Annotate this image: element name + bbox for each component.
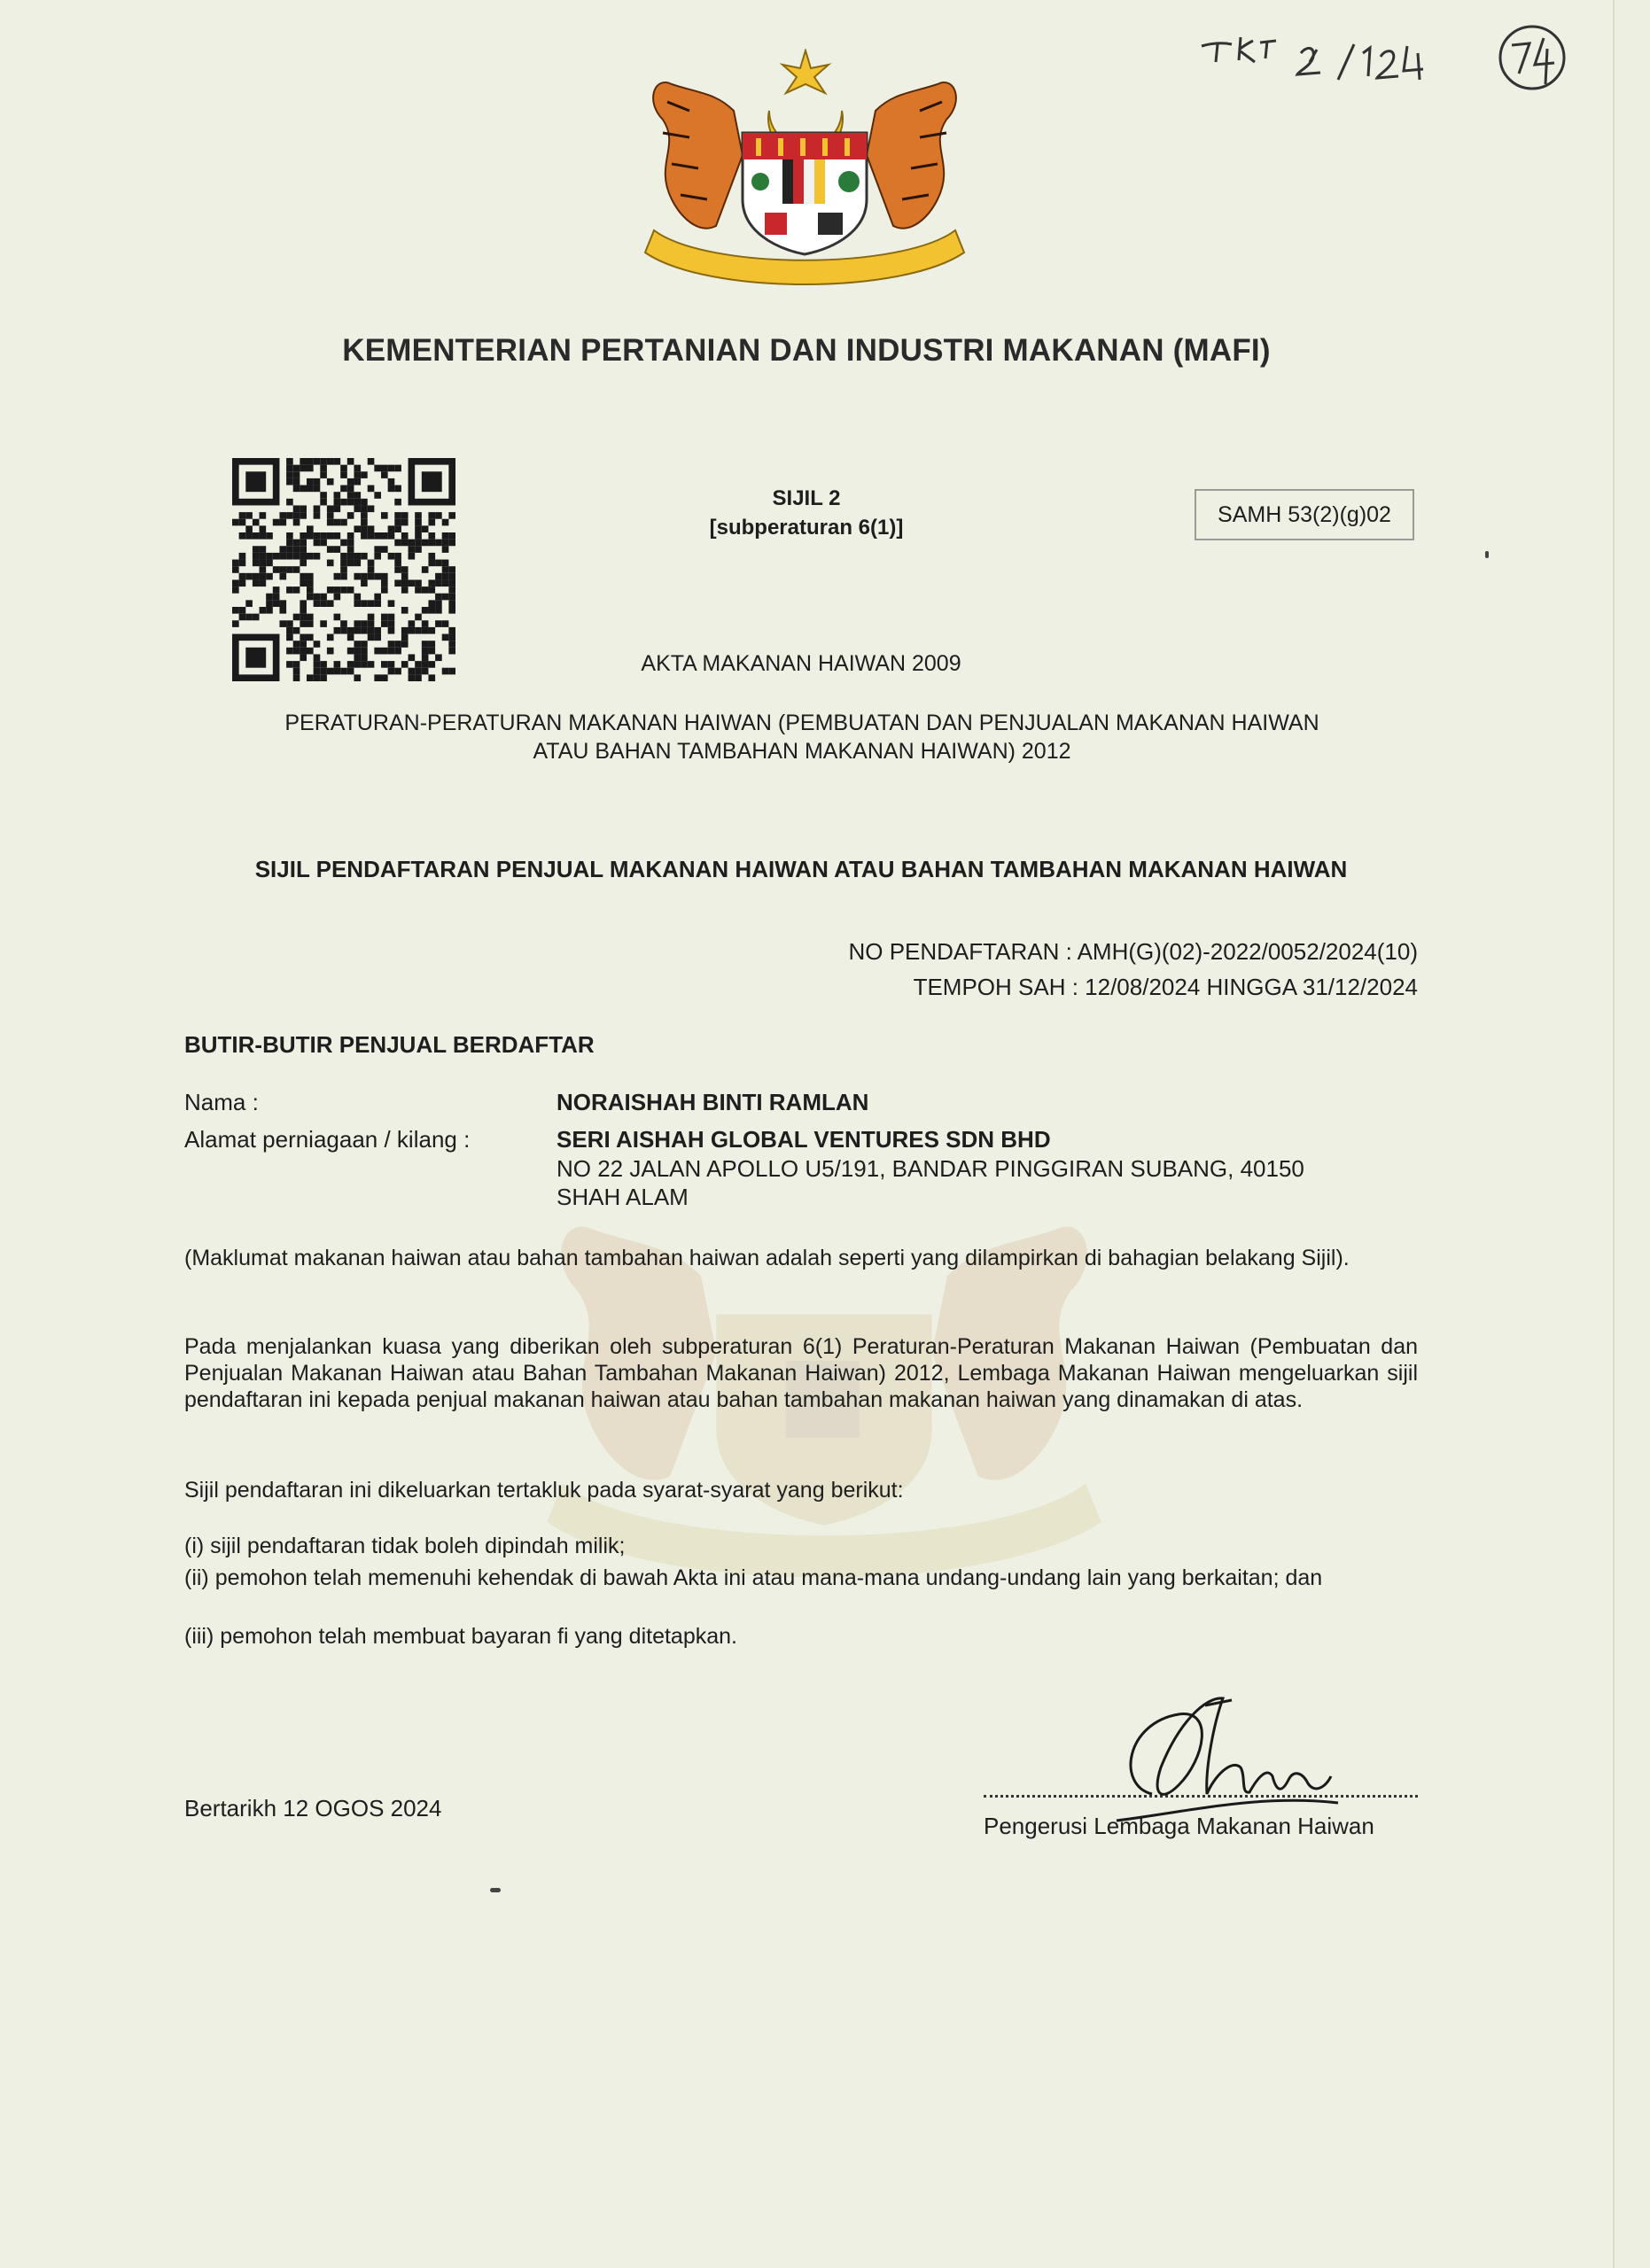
address-line: NO 22 JALAN APOLLO U5/191, BANDAR PINGGIRAN SUBANG, 40150 [556,1155,1304,1182]
scan-speck [490,1888,501,1892]
regulations-line: ATAU BAHAN TAMBAHAN MAKANAN HAIWAN) 2012 [533,739,1071,764]
address-line: SHAH ALAM [556,1184,689,1210]
ministry-title: KEMENTERIAN PERTANIAN DAN INDUSTRI MAKANAN (MAFI) [342,333,1271,368]
condition-item: (i) sijil pendaftaran tidak boleh dipindah milik; [184,1534,626,1558]
seller-section-title: BUTIR-BUTIR PENJUAL BERDAFTAR [184,1031,595,1058]
form-heading [673,484,939,542]
certificate-title: SIJIL PENDAFTARAN PENJUAL MAKANAN HAIWAN ATAU BAHAN TAMBAHAN MAKANAN HAIWAN [254,856,1348,882]
authority-paragraph: Pada menjalankan kuasa yang diberikan oleh subperaturan 6(1) Peraturan-Peraturan Makanan Haiwan (Pembuatan dan Penjualan Makanan Haiwan atau Bahan Tambahan Makanan Haiwan) 2012, Lembaga Makanan Haiwan mengeluarkan sijil pendaftaran ini kepada penjual makanan haiwan atau bahan tambahan makanan haiwan yang dinamakan di atas. [184,1334,1418,1412]
issue-date: Bertarikh 12 OGOS 2024 [184,1795,442,1821]
condition-item: (iii) pemohon telah membuat bayaran fi yang ditetapkan. [184,1624,737,1649]
address-label: Alamat perniagaan / kilang : [184,1126,471,1153]
form-title: SIJIL 2 [772,486,841,510]
coat-of-arms-emblem [636,49,973,295]
note-paragraph: (Maklumat makanan haiwan atau bahan tambahan haiwan adalah seperti yang dilampirkan di bahagian belakang Sijil). [184,1246,1350,1270]
regulations-title [204,709,1400,765]
registration-number: NO PENDAFTARAN : AMH(G)(02)-2022/0052/2024(10) [848,938,1418,965]
validity-period: TEMPOH SAH : 12/08/2024 HINGGA 31/12/2024 [913,974,1418,1000]
condition-item: (ii) pemohon telah memenuhi kehendak di bawah Akta ini atau mana-mana undang-undang lain yang berkaitan; dan [184,1565,1323,1590]
handwritten-reference [1196,27,1427,89]
regulations-line: PERATURAN-PERATURAN MAKANAN HAIWAN (PEMBUATAN DAN PENJUALAN MAKANAN HAIWAN [284,711,1319,735]
name-label: Nama : [184,1089,259,1115]
act-title: AKTA MAKANAN HAIWAN 2009 [641,651,961,676]
scan-speck [1485,551,1489,558]
qr-code [232,458,455,681]
handwritten-signature [1099,1688,1347,1829]
signatory-title: Pengerusi Lembaga Makanan Haiwan [984,1813,1374,1839]
form-reference-box: SAMH 53(2)(g)02 [1195,489,1414,540]
conditions-intro: Sijil pendaftaran ini dikeluarkan tertakluk pada syarat-syarat yang berikut: [184,1478,904,1503]
circled-page-number [1496,22,1568,93]
form-subtitle: [subperaturan 6(1)] [709,516,904,540]
company-name: SERI AISHAH GLOBAL VENTURES SDN BHD [556,1126,1051,1153]
seller-name: NORAISHAH BINTI RAMLAN [556,1089,869,1115]
